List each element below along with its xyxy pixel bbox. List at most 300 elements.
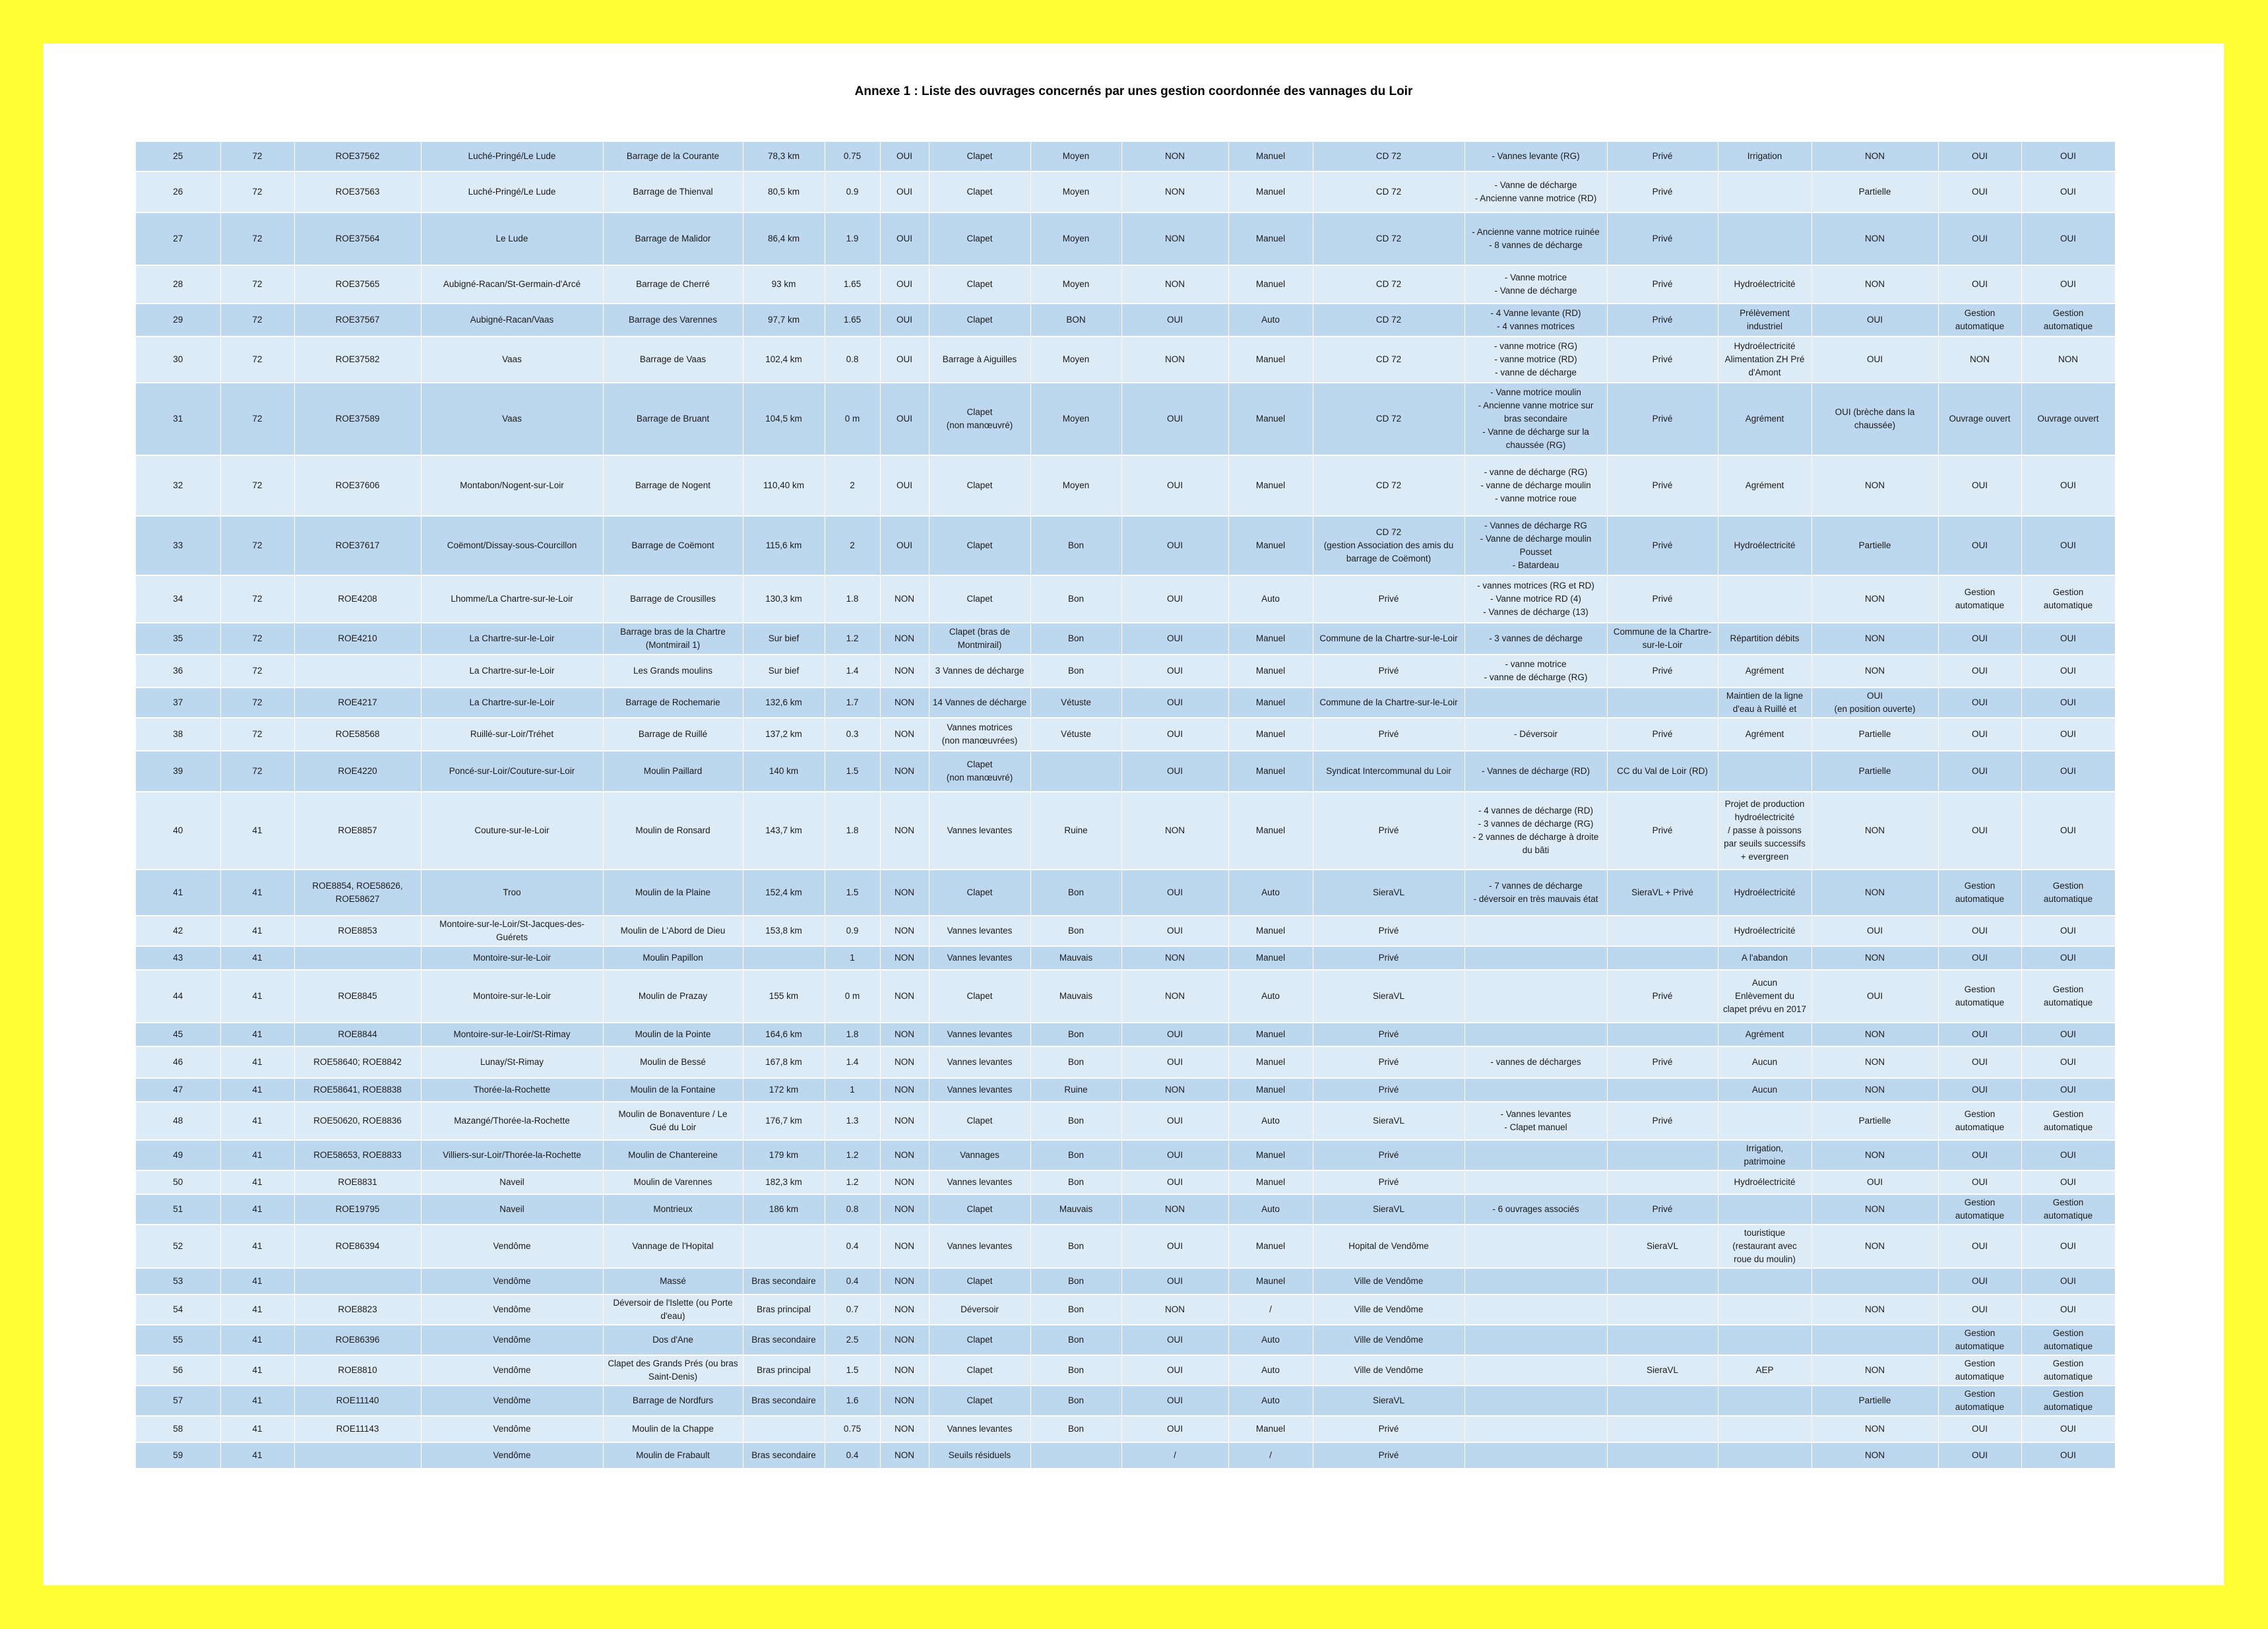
cell-proprietaire: Privé: [1607, 455, 1718, 516]
cell-organes: - Vanne motrice moulin - Ancienne vanne motrice sur bras secondaire - Vanne de décharge sur la chaussée (RG): [1465, 383, 1607, 455]
cell-type: Clapet: [929, 1194, 1030, 1225]
cell-option2: Gestion automatique: [2021, 1355, 2115, 1386]
cell-commune: Montoire-sur-le-Loir/St-Jacques-des- Guérets: [421, 916, 603, 946]
cell-option1: OUI: [1938, 1023, 2021, 1046]
cell-gestionnaire: SieraVL: [1313, 870, 1465, 916]
cell-ouvrage: Barrage de Rochemarie: [603, 687, 743, 718]
cell-etat: [1030, 1442, 1121, 1469]
cell-ancien: OUI: [1121, 718, 1228, 751]
cell-hauteur: 1.5: [825, 751, 880, 792]
cell-manoeuvre: Manuel: [1228, 516, 1313, 575]
cell-dept: 72: [220, 265, 294, 303]
cell-organes: [1465, 970, 1607, 1023]
cell-ouverture: NON: [1811, 265, 1938, 303]
cell-gestionnaire: Privé: [1313, 655, 1465, 687]
cell-num: 44: [136, 970, 220, 1023]
cell-option1: OUI: [1938, 916, 2021, 946]
table-row: [136, 916, 2115, 946]
cell-num: 59: [136, 1442, 220, 1469]
cell-organes: - vannes motrices (RG et RD) - Vanne motrice RD (4) - Vannes de décharge (13): [1465, 575, 1607, 623]
cell-hauteur: 0.3: [825, 718, 880, 751]
cell-ouvrage: Moulin Papillon: [603, 946, 743, 970]
cell-ancien: OUI: [1121, 455, 1228, 516]
cell-dept: 72: [220, 718, 294, 751]
cell-type: Clapet: [929, 1325, 1030, 1355]
cell-roe: ROE11143: [294, 1416, 421, 1442]
table-row: [136, 336, 2115, 383]
cell-hauteur: 0.8: [825, 1194, 880, 1225]
cell-roe: ROE8844: [294, 1023, 421, 1046]
cell-proprietaire: Privé: [1607, 336, 1718, 383]
cell-hauteur: 1.8: [825, 1023, 880, 1046]
cell-proprietaire: Privé: [1607, 303, 1718, 336]
cell-classement: OUI: [880, 516, 929, 575]
cell-option1: OUI: [1938, 1170, 2021, 1194]
cell-classement: OUI: [880, 455, 929, 516]
cell-num: 55: [136, 1325, 220, 1355]
document-page: [44, 44, 2224, 1585]
cell-proprietaire: [1607, 1023, 1718, 1046]
cell-type: Clapet: [929, 1386, 1030, 1416]
cell-etat: [1030, 751, 1121, 792]
cell-classement: NON: [880, 1442, 929, 1469]
cell-ouvrage: Moulin de Chantereine: [603, 1140, 743, 1170]
cell-roe: ROE37563: [294, 172, 421, 212]
cell-ouvrage: Moulin de la Plaine: [603, 870, 743, 916]
cell-commune: Montoire-sur-le-Loir/St-Rimay: [421, 1023, 603, 1046]
cell-type: Clapet: [929, 172, 1030, 212]
cell-hauteur: 1.3: [825, 1102, 880, 1140]
cell-organes: - vanne motrice (RG) - vanne motrice (RD) - vanne de décharge: [1465, 336, 1607, 383]
cell-proprietaire: [1607, 1294, 1718, 1325]
cell-ouverture: Partielle: [1811, 172, 1938, 212]
cell-etat: Moyen: [1030, 142, 1121, 172]
cell-pk: Sur bief: [743, 623, 825, 655]
cell-etat: Mauvais: [1030, 946, 1121, 970]
cell-proprietaire: Privé: [1607, 718, 1718, 751]
cell-ancien: OUI: [1121, 1325, 1228, 1355]
cell-ancien: OUI: [1121, 1102, 1228, 1140]
cell-etat: Moyen: [1030, 172, 1121, 212]
cell-commune: Luché-Pringé/Le Lude: [421, 142, 603, 172]
cell-num: 54: [136, 1294, 220, 1325]
cell-ouverture: NON: [1811, 1023, 1938, 1046]
cell-organes: [1465, 1023, 1607, 1046]
cell-ouvrage: Moulin Paillard: [603, 751, 743, 792]
cell-proprietaire: [1607, 1078, 1718, 1102]
cell-num: 53: [136, 1268, 220, 1294]
cell-usage: Hydroélectricité: [1718, 916, 1811, 946]
cell-classement: NON: [880, 1102, 929, 1140]
cell-num: 35: [136, 623, 220, 655]
cell-gestionnaire: Privé: [1313, 1046, 1465, 1078]
cell-roe: ROE8853: [294, 916, 421, 946]
cell-usage: AEP: [1718, 1355, 1811, 1386]
cell-organes: - 4 vannes de décharge (RD) - 3 vannes de décharge (RG) - 2 vannes de décharge à droite du bâti: [1465, 792, 1607, 870]
cell-hauteur: 0 m: [825, 383, 880, 455]
cell-option2: OUI: [2021, 142, 2115, 172]
cell-type: Clapet: [929, 970, 1030, 1023]
cell-organes: - 4 Vanne levante (RD) - 4 vannes motrices: [1465, 303, 1607, 336]
cell-hauteur: 0 m: [825, 970, 880, 1023]
cell-pk: 164,6 km: [743, 1023, 825, 1046]
cell-pk: Bras principal: [743, 1355, 825, 1386]
cell-hauteur: 1.5: [825, 870, 880, 916]
cell-commune: Vendôme: [421, 1386, 603, 1416]
cell-ouvrage: Moulin de la Fontaine: [603, 1078, 743, 1102]
cell-pk: 104,5 km: [743, 383, 825, 455]
table-row: [136, 1386, 2115, 1416]
cell-commune: Vendôme: [421, 1442, 603, 1469]
cell-organes: - Ancienne vanne motrice ruinée - 8 vannes de décharge: [1465, 212, 1607, 265]
cell-classement: NON: [880, 1386, 929, 1416]
cell-type: Barrage à Aiguilles: [929, 336, 1030, 383]
cell-option2: OUI: [2021, 1140, 2115, 1170]
cell-proprietaire: Privé: [1607, 383, 1718, 455]
cell-organes: - Vanne de décharge - Ancienne vanne motrice (RD): [1465, 172, 1607, 212]
cell-usage: Irrigation, patrimoine: [1718, 1140, 1811, 1170]
cell-usage: Aucun: [1718, 1078, 1811, 1102]
cell-gestionnaire: Hopital de Vendôme: [1313, 1225, 1465, 1268]
cell-usage: [1718, 1294, 1811, 1325]
cell-gestionnaire: Privé: [1313, 1140, 1465, 1170]
cell-usage: [1718, 1442, 1811, 1469]
cell-dept: 72: [220, 687, 294, 718]
table-row: [136, 383, 2115, 455]
cell-option2: Gestion automatique: [2021, 1102, 2115, 1140]
cell-pk: 86,4 km: [743, 212, 825, 265]
cell-ouvrage: Barrage bras de la Chartre (Montmirail 1): [603, 623, 743, 655]
ouvrages-table: [136, 142, 2116, 1469]
cell-ancien: OUI: [1121, 870, 1228, 916]
cell-commune: Aubigné-Racan/Vaas: [421, 303, 603, 336]
cell-num: 43: [136, 946, 220, 970]
cell-hauteur: 1.9: [825, 212, 880, 265]
cell-option1: OUI: [1938, 455, 2021, 516]
cell-manoeuvre: Auto: [1228, 1194, 1313, 1225]
cell-num: 28: [136, 265, 220, 303]
cell-option1: OUI: [1938, 946, 2021, 970]
cell-proprietaire: Privé: [1607, 142, 1718, 172]
cell-roe: ROE37589: [294, 383, 421, 455]
cell-organes: [1465, 1442, 1607, 1469]
cell-manoeuvre: /: [1228, 1294, 1313, 1325]
cell-commune: Couture-sur-le-Loir: [421, 792, 603, 870]
cell-ouvrage: Déversoir de l'Islette (ou Porte d'eau): [603, 1294, 743, 1325]
cell-commune: La Chartre-sur-le-Loir: [421, 687, 603, 718]
table-row: [136, 265, 2115, 303]
cell-classement: NON: [880, 1046, 929, 1078]
cell-proprietaire: Privé: [1607, 1194, 1718, 1225]
cell-roe: ROE4210: [294, 623, 421, 655]
cell-option2: OUI: [2021, 516, 2115, 575]
cell-proprietaire: [1607, 1170, 1718, 1194]
cell-pk: 80,5 km: [743, 172, 825, 212]
cell-option2: OUI: [2021, 1078, 2115, 1102]
cell-gestionnaire: Privé: [1313, 792, 1465, 870]
cell-ancien: OUI: [1121, 383, 1228, 455]
cell-usage: Hydroélectricité: [1718, 516, 1811, 575]
cell-hauteur: 0.75: [825, 1416, 880, 1442]
cell-proprietaire: Privé: [1607, 265, 1718, 303]
table-row: [136, 792, 2115, 870]
cell-pk: 140 km: [743, 751, 825, 792]
cell-usage: [1718, 751, 1811, 792]
cell-option1: OUI: [1938, 1225, 2021, 1268]
cell-etat: Bon: [1030, 1325, 1121, 1355]
cell-proprietaire: Privé: [1607, 516, 1718, 575]
cell-ancien: OUI: [1121, 1416, 1228, 1442]
cell-manoeuvre: Manuel: [1228, 687, 1313, 718]
cell-option1: Gestion automatique: [1938, 1194, 2021, 1225]
cell-hauteur: 1.2: [825, 1140, 880, 1170]
cell-hauteur: 0.9: [825, 172, 880, 212]
cell-hauteur: 2.5: [825, 1325, 880, 1355]
cell-commune: Montabon/Nogent-sur-Loir: [421, 455, 603, 516]
table-row: [136, 1294, 2115, 1325]
cell-manoeuvre: Manuel: [1228, 265, 1313, 303]
cell-pk: 179 km: [743, 1140, 825, 1170]
cell-ouvrage: Massé: [603, 1268, 743, 1294]
cell-roe: ROE58653, ROE8833: [294, 1140, 421, 1170]
cell-pk: 182,3 km: [743, 1170, 825, 1194]
cell-classement: OUI: [880, 336, 929, 383]
cell-option1: OUI: [1938, 1268, 2021, 1294]
cell-type: Clapet: [929, 1268, 1030, 1294]
cell-num: 56: [136, 1355, 220, 1386]
cell-commune: Vendôme: [421, 1268, 603, 1294]
cell-commune: Luché-Pringé/Le Lude: [421, 172, 603, 212]
cell-dept: 72: [220, 172, 294, 212]
cell-ouverture: NON: [1811, 870, 1938, 916]
cell-manoeuvre: Manuel: [1228, 946, 1313, 970]
table-row: [136, 142, 2115, 172]
cell-etat: BON: [1030, 303, 1121, 336]
cell-etat: Bon: [1030, 1294, 1121, 1325]
cell-etat: Ruine: [1030, 1078, 1121, 1102]
cell-classement: OUI: [880, 212, 929, 265]
table-row: [136, 303, 2115, 336]
cell-dept: 41: [220, 1140, 294, 1170]
cell-hauteur: 1.5: [825, 1355, 880, 1386]
cell-hauteur: 0.4: [825, 1268, 880, 1294]
cell-ouvrage: Barrage de Ruillé: [603, 718, 743, 751]
cell-etat: Bon: [1030, 870, 1121, 916]
cell-proprietaire: Privé: [1607, 212, 1718, 265]
cell-etat: Bon: [1030, 1386, 1121, 1416]
cell-ouverture: NON: [1811, 1225, 1938, 1268]
cell-usage: Agrément: [1718, 655, 1811, 687]
table-row: [136, 623, 2115, 655]
cell-classement: NON: [880, 1078, 929, 1102]
cell-ouverture: NON: [1811, 623, 1938, 655]
cell-ancien: OUI: [1121, 655, 1228, 687]
cell-pk: 172 km: [743, 1078, 825, 1102]
cell-ouverture: OUI: [1811, 916, 1938, 946]
cell-ouverture: OUI: [1811, 303, 1938, 336]
cell-num: 52: [136, 1225, 220, 1268]
cell-etat: Moyen: [1030, 383, 1121, 455]
cell-commune: Naveil: [421, 1194, 603, 1225]
cell-gestionnaire: CD 72: [1313, 336, 1465, 383]
cell-num: 39: [136, 751, 220, 792]
cell-num: 51: [136, 1194, 220, 1225]
cell-ouverture: NON: [1811, 1355, 1938, 1386]
cell-dept: 72: [220, 303, 294, 336]
cell-roe: ROE8810: [294, 1355, 421, 1386]
cell-etat: Bon: [1030, 1102, 1121, 1140]
cell-gestionnaire: Privé: [1313, 1170, 1465, 1194]
cell-dept: 72: [220, 575, 294, 623]
table-row: [136, 1225, 2115, 1268]
cell-option2: OUI: [2021, 751, 2115, 792]
cell-gestionnaire: Privé: [1313, 718, 1465, 751]
cell-ancien: NON: [1121, 1078, 1228, 1102]
cell-num: 57: [136, 1386, 220, 1416]
cell-roe: ROE37565: [294, 265, 421, 303]
cell-pk: [743, 946, 825, 970]
cell-commune: Vaas: [421, 383, 603, 455]
cell-manoeuvre: Auto: [1228, 1325, 1313, 1355]
cell-ancien: OUI: [1121, 1386, 1228, 1416]
table-row: [136, 718, 2115, 751]
cell-gestionnaire: CD 72: [1313, 142, 1465, 172]
cell-classement: NON: [880, 1416, 929, 1442]
cell-proprietaire: Privé: [1607, 655, 1718, 687]
cell-roe: [294, 655, 421, 687]
cell-ancien: OUI: [1121, 303, 1228, 336]
cell-hauteur: 0.8: [825, 336, 880, 383]
cell-type: Déversoir: [929, 1294, 1030, 1325]
cell-usage: Répartition débits: [1718, 623, 1811, 655]
cell-num: 32: [136, 455, 220, 516]
cell-manoeuvre: Auto: [1228, 970, 1313, 1023]
cell-ancien: OUI: [1121, 1140, 1228, 1170]
cell-option1: OUI: [1938, 792, 2021, 870]
cell-ouvrage: Barrage de Malidor: [603, 212, 743, 265]
cell-option2: OUI: [2021, 1046, 2115, 1078]
cell-gestionnaire: Privé: [1313, 1442, 1465, 1469]
cell-classement: NON: [880, 1194, 929, 1225]
cell-etat: Bon: [1030, 575, 1121, 623]
cell-classement: NON: [880, 655, 929, 687]
cell-ouvrage: Moulin de Ronsard: [603, 792, 743, 870]
cell-option2: Gestion automatique: [2021, 575, 2115, 623]
cell-option1: OUI: [1938, 516, 2021, 575]
cell-type: Clapet (bras de Montmirail): [929, 623, 1030, 655]
cell-manoeuvre: Manuel: [1228, 336, 1313, 383]
cell-pk: 130,3 km: [743, 575, 825, 623]
cell-roe: ROE86396: [294, 1325, 421, 1355]
cell-pk: 176,7 km: [743, 1102, 825, 1140]
cell-dept: 41: [220, 1170, 294, 1194]
cell-ancien: OUI: [1121, 575, 1228, 623]
cell-roe: ROE19795: [294, 1194, 421, 1225]
cell-classement: NON: [880, 1140, 929, 1170]
cell-commune: Troo: [421, 870, 603, 916]
cell-option1: OUI: [1938, 1416, 2021, 1442]
cell-option1: OUI: [1938, 718, 2021, 751]
cell-commune: La Chartre-sur-le-Loir: [421, 623, 603, 655]
table-row: [136, 1140, 2115, 1170]
cell-ouverture: NON: [1811, 1046, 1938, 1078]
cell-ouverture: NON: [1811, 1194, 1938, 1225]
cell-option1: OUI: [1938, 1078, 2021, 1102]
cell-classement: NON: [880, 718, 929, 751]
cell-manoeuvre: Manuel: [1228, 1046, 1313, 1078]
cell-gestionnaire: CD 72: [1313, 383, 1465, 455]
cell-pk: 143,7 km: [743, 792, 825, 870]
cell-type: Vannes levantes: [929, 946, 1030, 970]
cell-organes: - 3 vannes de décharge: [1465, 623, 1607, 655]
cell-proprietaire: Privé: [1607, 792, 1718, 870]
cell-hauteur: 1.2: [825, 623, 880, 655]
cell-proprietaire: [1607, 1325, 1718, 1355]
cell-hauteur: 1.2: [825, 1170, 880, 1194]
cell-num: 41: [136, 870, 220, 916]
cell-ouverture: NON: [1811, 1140, 1938, 1170]
cell-ancien: NON: [1121, 792, 1228, 870]
cell-option2: OUI: [2021, 212, 2115, 265]
cell-option2: OUI: [2021, 455, 2115, 516]
cell-num: 40: [136, 792, 220, 870]
cell-classement: OUI: [880, 172, 929, 212]
cell-proprietaire: [1607, 1268, 1718, 1294]
table-row: [136, 751, 2115, 792]
cell-organes: [1465, 1078, 1607, 1102]
cell-gestionnaire: CD 72: [1313, 455, 1465, 516]
cell-num: 36: [136, 655, 220, 687]
table-row: [136, 172, 2115, 212]
cell-ouvrage: Moulin de la Chappe: [603, 1416, 743, 1442]
cell-organes: [1465, 1355, 1607, 1386]
cell-manoeuvre: Manuel: [1228, 212, 1313, 265]
cell-dept: 72: [220, 655, 294, 687]
cell-ouverture: [1811, 1325, 1938, 1355]
cell-ouverture: NON: [1811, 142, 1938, 172]
cell-gestionnaire: CD 72: [1313, 172, 1465, 212]
cell-option1: OUI: [1938, 142, 2021, 172]
cell-classement: NON: [880, 687, 929, 718]
cell-organes: - Vannes levante (RG): [1465, 142, 1607, 172]
cell-ouverture: Partielle: [1811, 516, 1938, 575]
cell-pk: 152,4 km: [743, 870, 825, 916]
cell-dept: 41: [220, 1194, 294, 1225]
cell-classement: NON: [880, 1268, 929, 1294]
cell-roe: ROE37606: [294, 455, 421, 516]
cell-roe: ROE86394: [294, 1225, 421, 1268]
cell-dept: 41: [220, 1386, 294, 1416]
table-row: [136, 655, 2115, 687]
cell-organes: [1465, 687, 1607, 718]
cell-usage: Agrément: [1718, 718, 1811, 751]
cell-option2: OUI: [2021, 1416, 2115, 1442]
cell-num: 26: [136, 172, 220, 212]
cell-pk: 186 km: [743, 1194, 825, 1225]
cell-manoeuvre: Manuel: [1228, 1140, 1313, 1170]
cell-hauteur: 0.7: [825, 1294, 880, 1325]
cell-organes: [1465, 1225, 1607, 1268]
cell-pk: 115,6 km: [743, 516, 825, 575]
cell-classement: NON: [880, 1325, 929, 1355]
cell-option1: Gestion automatique: [1938, 1386, 2021, 1416]
cell-ouverture: NON: [1811, 792, 1938, 870]
cell-dept: 41: [220, 1294, 294, 1325]
cell-commune: Lhomme/La Chartre-sur-le-Loir: [421, 575, 603, 623]
cell-manoeuvre: Auto: [1228, 1355, 1313, 1386]
cell-num: 45: [136, 1023, 220, 1046]
cell-roe: ROE8845: [294, 970, 421, 1023]
